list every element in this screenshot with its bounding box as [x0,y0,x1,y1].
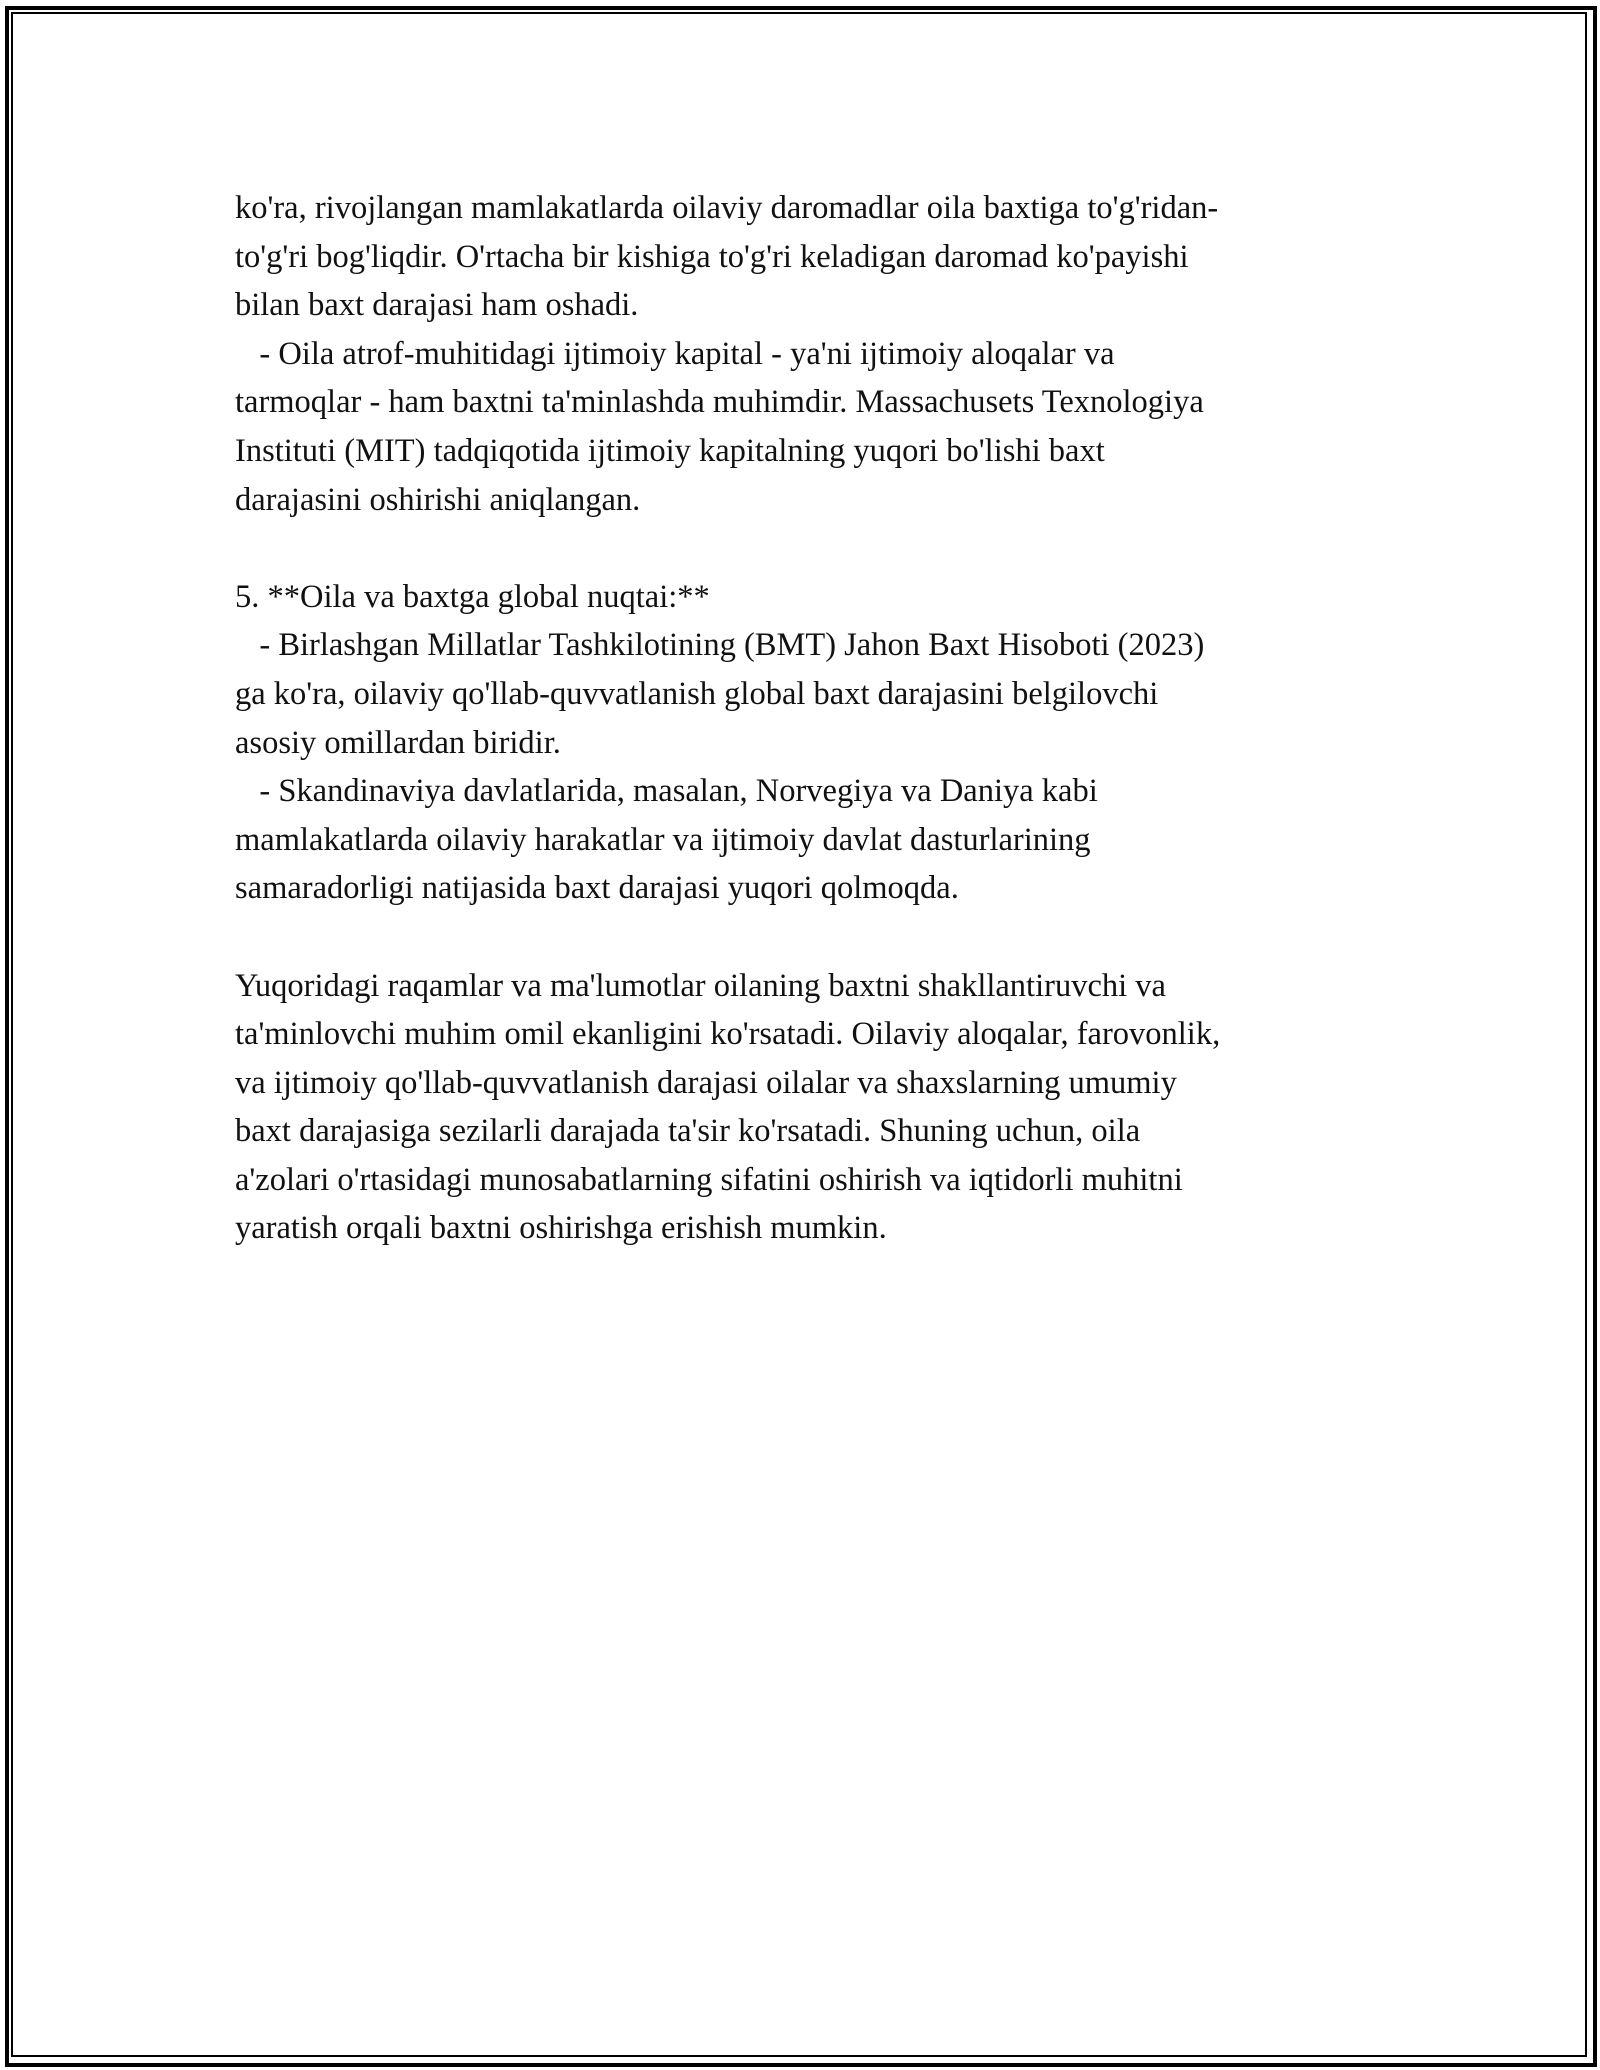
text-line: yaratish orqali baxtni oshirishga erishish mumkin. [235,1210,887,1247]
text-line: samaradorligi natijasida baxt darajasi yuqori qolmoqda. [235,870,959,907]
document-body [235,184,1365,1253]
text-line: Instituti (MIT) tadqiqotida ijtimoiy kapitalning yuqori bo'lishi baxt [235,432,1105,469]
text-line: - Oila atrof-muhitidagi ijtimoiy kapital - ya'ni ijtimoiy aloqalar va [235,335,1115,372]
text-line: to'g'ri bog'liqdir. O'rtacha bir kishiga to'g'ri keladigan daromad ko'payishi [235,238,1189,275]
blank-line [235,913,1365,962]
text-line: ga ko'ra, oilaviy qo'llab-quvvatlanish global baxt darajasini belgilovchi [235,675,1159,712]
text-line: - Skandinaviya davlatlarida, masalan, Norvegiya va Daniya kabi [235,773,1098,810]
text-line: darajasini oshirishi aniqlangan. [235,481,641,518]
text-line: a'zolari o'rtasidagi munosabatlarning sifatini oshirish va iqtidorli muhitni [235,1161,1183,1198]
section-heading: 5. **Oila va baxtga global nuqtai:** [235,578,710,615]
text-line: Yuqoridagi raqamlar va ma'lumotlar oilaning baxtni shakllantiruvchi va [235,967,1166,1004]
text-line: bilan baxt darajasi ham oshadi. [235,287,639,324]
text-line: va ijtimoiy qo'llab-quvvatlanish darajasi oilalar va shaxslarning umumiy [235,1064,1177,1101]
text-line: baxt darajasiga sezilarli darajada ta'sir ko'rsatadi. Shuning uchun, oila [235,1113,1141,1150]
blank-line [235,524,1365,573]
text-line: - Birlashgan Millatlar Tashkilotining (BMT) Jahon Baxt Hisoboti (2023) [235,627,1205,664]
text-line: ko'ra, rivojlangan mamlakatlarda oilaviy daromadlar oila baxtiga to'g'ridan- [235,190,1219,226]
text-line: asosiy omillardan biridir. [235,724,561,761]
text-line: ta'minlovchi muhim omil ekanligini ko'rsatadi. Oilaviy aloqalar, farovonlik, [235,1016,1221,1053]
text-line: mamlakatlarda oilaviy harakatlar va ijtimoiy davlat dasturlarining [235,821,1091,858]
text-line: tarmoqlar - ham baxtni ta'minlashda muhimdir. Massachusets Texnologiya [235,384,1204,421]
